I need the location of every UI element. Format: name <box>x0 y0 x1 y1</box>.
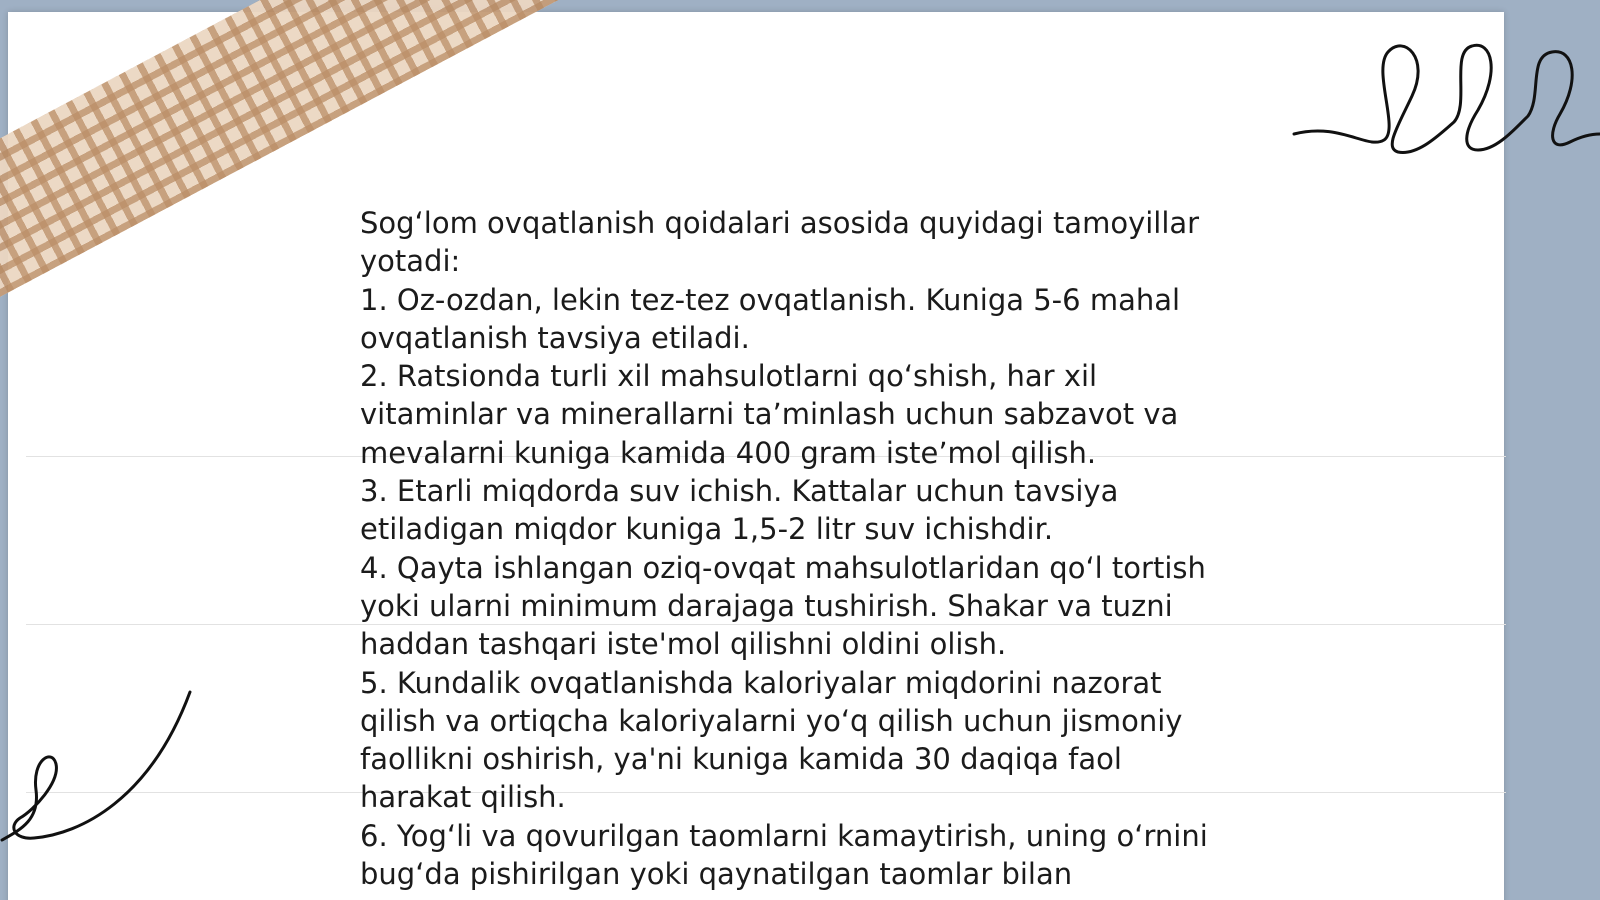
text-line: 5. Kundalik ovqatlanishda kaloriyalar miqdorini nazorat <box>360 665 1162 700</box>
text-line: vitaminlar va minerallarni ta’minlash uchun sabzavot va <box>360 397 1179 432</box>
text-line: haddan tashqari iste'mol qilishni oldini olish. <box>360 627 1007 662</box>
text-line: 4. Qayta ishlangan oziq-ovqat mahsulotlaridan qo‘l tortish <box>360 550 1206 585</box>
text-line: qilish va ortiqcha kaloriyalarni yo‘q qilish uchun jismoniy <box>360 703 1183 738</box>
text-line: faollikni oshirish, ya'ni kuniga kamida 30 daqiqa faol <box>360 742 1122 777</box>
checkmark-scribble <box>0 690 200 850</box>
text-line: 1. Oz-ozdan, lekin tez-tez ovqatlanish. Kuniga 5-6 mahal <box>360 282 1181 317</box>
text-line: yotadi: <box>360 244 461 279</box>
document-body <box>360 204 1240 893</box>
text-line: harakat qilish. <box>360 780 566 815</box>
text-line: 2. Ratsionda turli xil mahsulotlarni qo‘shish, har xil <box>360 359 1098 394</box>
loop-scribble <box>1280 30 1600 170</box>
text-line: yoki ularni minimum darajaga tushirish. Shakar va tuzni <box>360 588 1173 623</box>
text-line: mevalarni kuniga kamida 400 gram iste’mol qilish. <box>360 435 1097 470</box>
text-line: bug‘da pishirilgan yoki qaynatilgan taomlar bilan <box>360 857 1073 892</box>
text-line: 6. Yog‘li va qovurilgan taomlarni kamaytirish, uning o‘rnini <box>360 818 1208 853</box>
text-line: etiladigan miqdor kuniga 1,5-2 litr suv ichishdir. <box>360 512 1054 547</box>
text-line: 3. Etarli miqdorda suv ichish. Kattalar uchun tavsiya <box>360 474 1119 509</box>
text-line: ovqatlanish tavsiya etiladi. <box>360 320 750 355</box>
text-line: Sog‘lom ovqatlanish qoidalari asosida quyidagi tamoyillar <box>360 206 1200 240</box>
